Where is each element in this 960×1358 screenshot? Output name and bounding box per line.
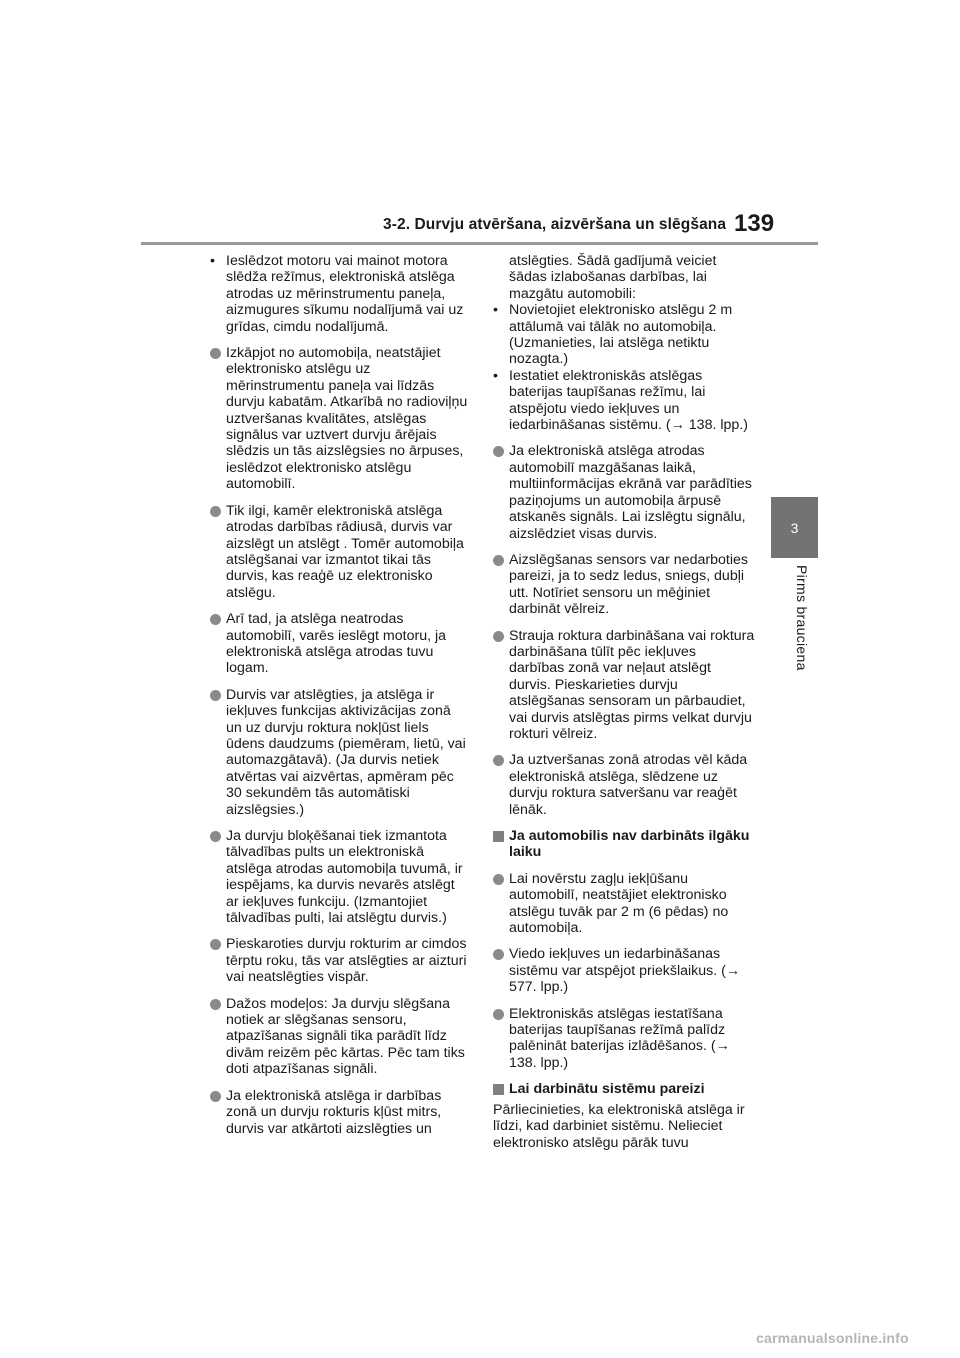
bullet-dot-icon — [210, 690, 221, 701]
bullet-text: Aizslēgšanas sensors var nedarboties pareizi, ja to sedz ledus, sniegs, dubļi utt. Notīriet sensoru un mēģiniet darbināt vēlreiz. — [509, 551, 748, 618]
heading-text: Ja automobilis nav darbināts ilgāku laiku — [509, 828, 750, 861]
square-bullet-icon — [493, 831, 504, 842]
bullet-item — [493, 443, 755, 541]
bullet-dot-icon — [210, 831, 221, 842]
bullet-text: Viedo iekļuves un iedarbināšanas sistēmu var atspējot priekšlaikus. (→ 577. lpp.) — [509, 946, 741, 996]
sub-bullet-item — [493, 302, 755, 368]
bullet-text: Lai novērstu zagļu iekļūšanu automobilī, neatstājiet elektronisko atslēgu tuvāk par 2 m (6 pēdas) no automobiļa. — [509, 870, 729, 937]
bullet-item — [493, 1006, 755, 1072]
sub-bullet-text: Ieslēdzot motoru vai mainot motora slēdža režīmus, elektroniskā atslēga atrodas uz mērinstrumentu paneļa, aizmugures sīkumu nodalījumā vai uz grīdas, cimdu nodalījumā. — [226, 253, 464, 335]
closing-paragraph: Pārliecinieties, ka elektroniskā atslēga ir līdzi, kad darbiniet sistēmu. Nelieciet elektronisko atslēgu pārāk tuvu — [493, 1101, 745, 1151]
bullet-item — [210, 996, 468, 1078]
bullet-item — [210, 1088, 468, 1137]
bullet-text: Dažos modeļos: Ja durvju slēgšana notiek ar slēgšanas sensoru, atpazīšanas signāli tika parādīt līdz divām reizēm pēc kārtas. Pēc tam tiks doti atpazīšanas signāli. — [226, 995, 465, 1078]
square-bullet-icon — [493, 1084, 504, 1095]
bullet-dot-icon — [210, 506, 221, 517]
bullet-dot-icon — [493, 874, 504, 885]
continued-text: atslēgties. Šādā gadījumā veiciet šādas izlabošanas darbības, lai mazgātu automobili: — [509, 253, 717, 302]
bullet-item — [493, 946, 755, 995]
bullet-text: Pieskaroties durvju rokturim ar cimdos tērptu roku, tās var atslēgties ar aizturi vai neatslēgties vispār. — [226, 936, 467, 986]
chapter-tab — [771, 497, 818, 558]
bullet-text: Arī tad, ja atslēga neatrodas automobilī, varēs ieslēgt motoru, ja elektroniskā atslēga atrodas tuvu logam. — [226, 611, 447, 677]
sub-bullet-mark: • — [493, 302, 498, 319]
bullet-item — [493, 871, 755, 937]
heading-text: Lai darbinātu sistēmu pareizi — [509, 1081, 705, 1098]
sub-bullet-item — [210, 253, 468, 335]
bullet-dot-icon — [210, 1091, 221, 1102]
bullet-item — [210, 687, 468, 818]
bullet-item — [493, 628, 755, 743]
bullet-text: Ja elektroniskā atslēga atrodas automobilī mazgāšanas laikā, multiinformācijas ekrānā var parādīties paziņojums un automobiļa ārpusē atskanēs signāls. Lai izslēgtu signālu, aizslēdziet visas durvis. — [509, 443, 752, 542]
left-column — [210, 253, 468, 1147]
bullet-item — [210, 503, 468, 601]
bullet-dot-icon — [210, 999, 221, 1010]
bullet-text: Strauja roktura darbināšana vai roktura darbināšana tūlīt pēc iekļuves darbības zonā var neļaut atslēgt durvis. Pieskarieties durvju atslēgšanas sensoram un pārbaudiet, vai durvis atslēgtas pirms velkat durvju rokturi vēlreiz. — [509, 627, 755, 742]
chapter-number: 3 — [790, 519, 799, 536]
bullet-item — [210, 611, 468, 677]
bullet-item — [210, 828, 468, 926]
bullet-dot-icon — [493, 631, 504, 642]
sub-bullet-text: Iestatiet elektroniskās atslēgas baterijas taupīšanas režīmu, lai atspējotu viedo iekļuves un iedarbināšanas sistēmu. (→ 138. lpp.) — [509, 367, 748, 434]
bullet-dot-icon — [493, 555, 504, 566]
bullet-text: Elektroniskās atslēgas iestatīšana baterijas taupīšanas režīmā palīdz palēnināt baterijas izlādēšanos. (→ 138. lpp.) — [509, 1005, 730, 1071]
right-column — [493, 253, 755, 1151]
bullet-text: Izkāpjot no automobiļa, neatstājiet elektronisko atslēgu uz mērinstrumentu paneļa vai līdzās durvju kabatām. Atkarībā no radioviļņu uztveršanas kvalitātes, atslēgas signālus var uztvert durvju ārējais slēdzis un tās aizslēgsies no ārpuses, ieslēdzot elektronisko atslēgu automobilī. — [226, 345, 468, 493]
header-divider — [141, 242, 818, 245]
bullet-text: Durvis var atslēgties, ja atslēga ir iekļuves funkcijas aktivizācijas zonā un uz durvju roktura nokļūst liels ūdens daudzums (piemēram, lietū, vai automazgātavā). (Ja durvis netiek atvērtas vai aizvērtas, apmēram pēc 30 sekundēm tās automātiski aizslēgsies.) — [226, 686, 466, 818]
sub-bullet-mark: • — [210, 253, 215, 269]
bullet-text: Ja elektroniskā atslēga ir darbības zonā un durvju rokturis kļūst mitrs, durvis var atkārtoti aizslēgties un — [226, 1087, 442, 1137]
bullet-text: Ja durvju bloķēšanai tiek izmantota tālvadības pults un elektroniskā atslēga atrodas automobiļa tuvumā, ir iespējams, ka durvis nevarēs atslēgt ar iekļuves funkciju. (Izmantojiet tālvadības pulti, lai atslēgtu durvis.) — [226, 828, 463, 927]
bullet-item — [493, 752, 755, 818]
section-heading — [493, 828, 755, 861]
section-title: 3-2. Durvju atvēršana, aizvēršana un slēgšana — [383, 216, 727, 233]
sub-bullet-item — [493, 368, 755, 434]
bullet-text: Tik ilgi, kamēr elektroniskā atslēga atrodas darbības rādiusā, durvis var aizslēgt un atslēgt . Tomēr automobiļa atslēgšanai var izmantot tikai tās durvis, kas reaģē uz elektronisko atslēgu. — [226, 502, 464, 601]
sub-bullet-text: Novietojiet elektronisko atslēgu 2 m attālumā vai tālāk no automobiļa. (Uzmanieties, lai atslēga netiktu nozagta.) — [509, 302, 733, 368]
page-number: 139 — [734, 210, 775, 237]
sub-bullet-mark: • — [493, 367, 498, 384]
section-heading — [493, 1081, 755, 1097]
bullet-item — [210, 936, 468, 985]
bullet-dot-icon — [210, 348, 221, 359]
bullet-item — [493, 552, 755, 618]
bullet-dot-icon — [493, 1009, 504, 1020]
bullet-text: Ja uztveršanas zonā atrodas vēl kāda elektroniskā atslēga, slēdzene uz durvju roktura satveršanu var reaģēt lēnāk. — [509, 752, 748, 818]
chapter-label: Pirms brauciena — [794, 565, 810, 671]
watermark-text: carmanualsonline.info — [756, 1330, 909, 1346]
bullet-item — [210, 345, 468, 493]
